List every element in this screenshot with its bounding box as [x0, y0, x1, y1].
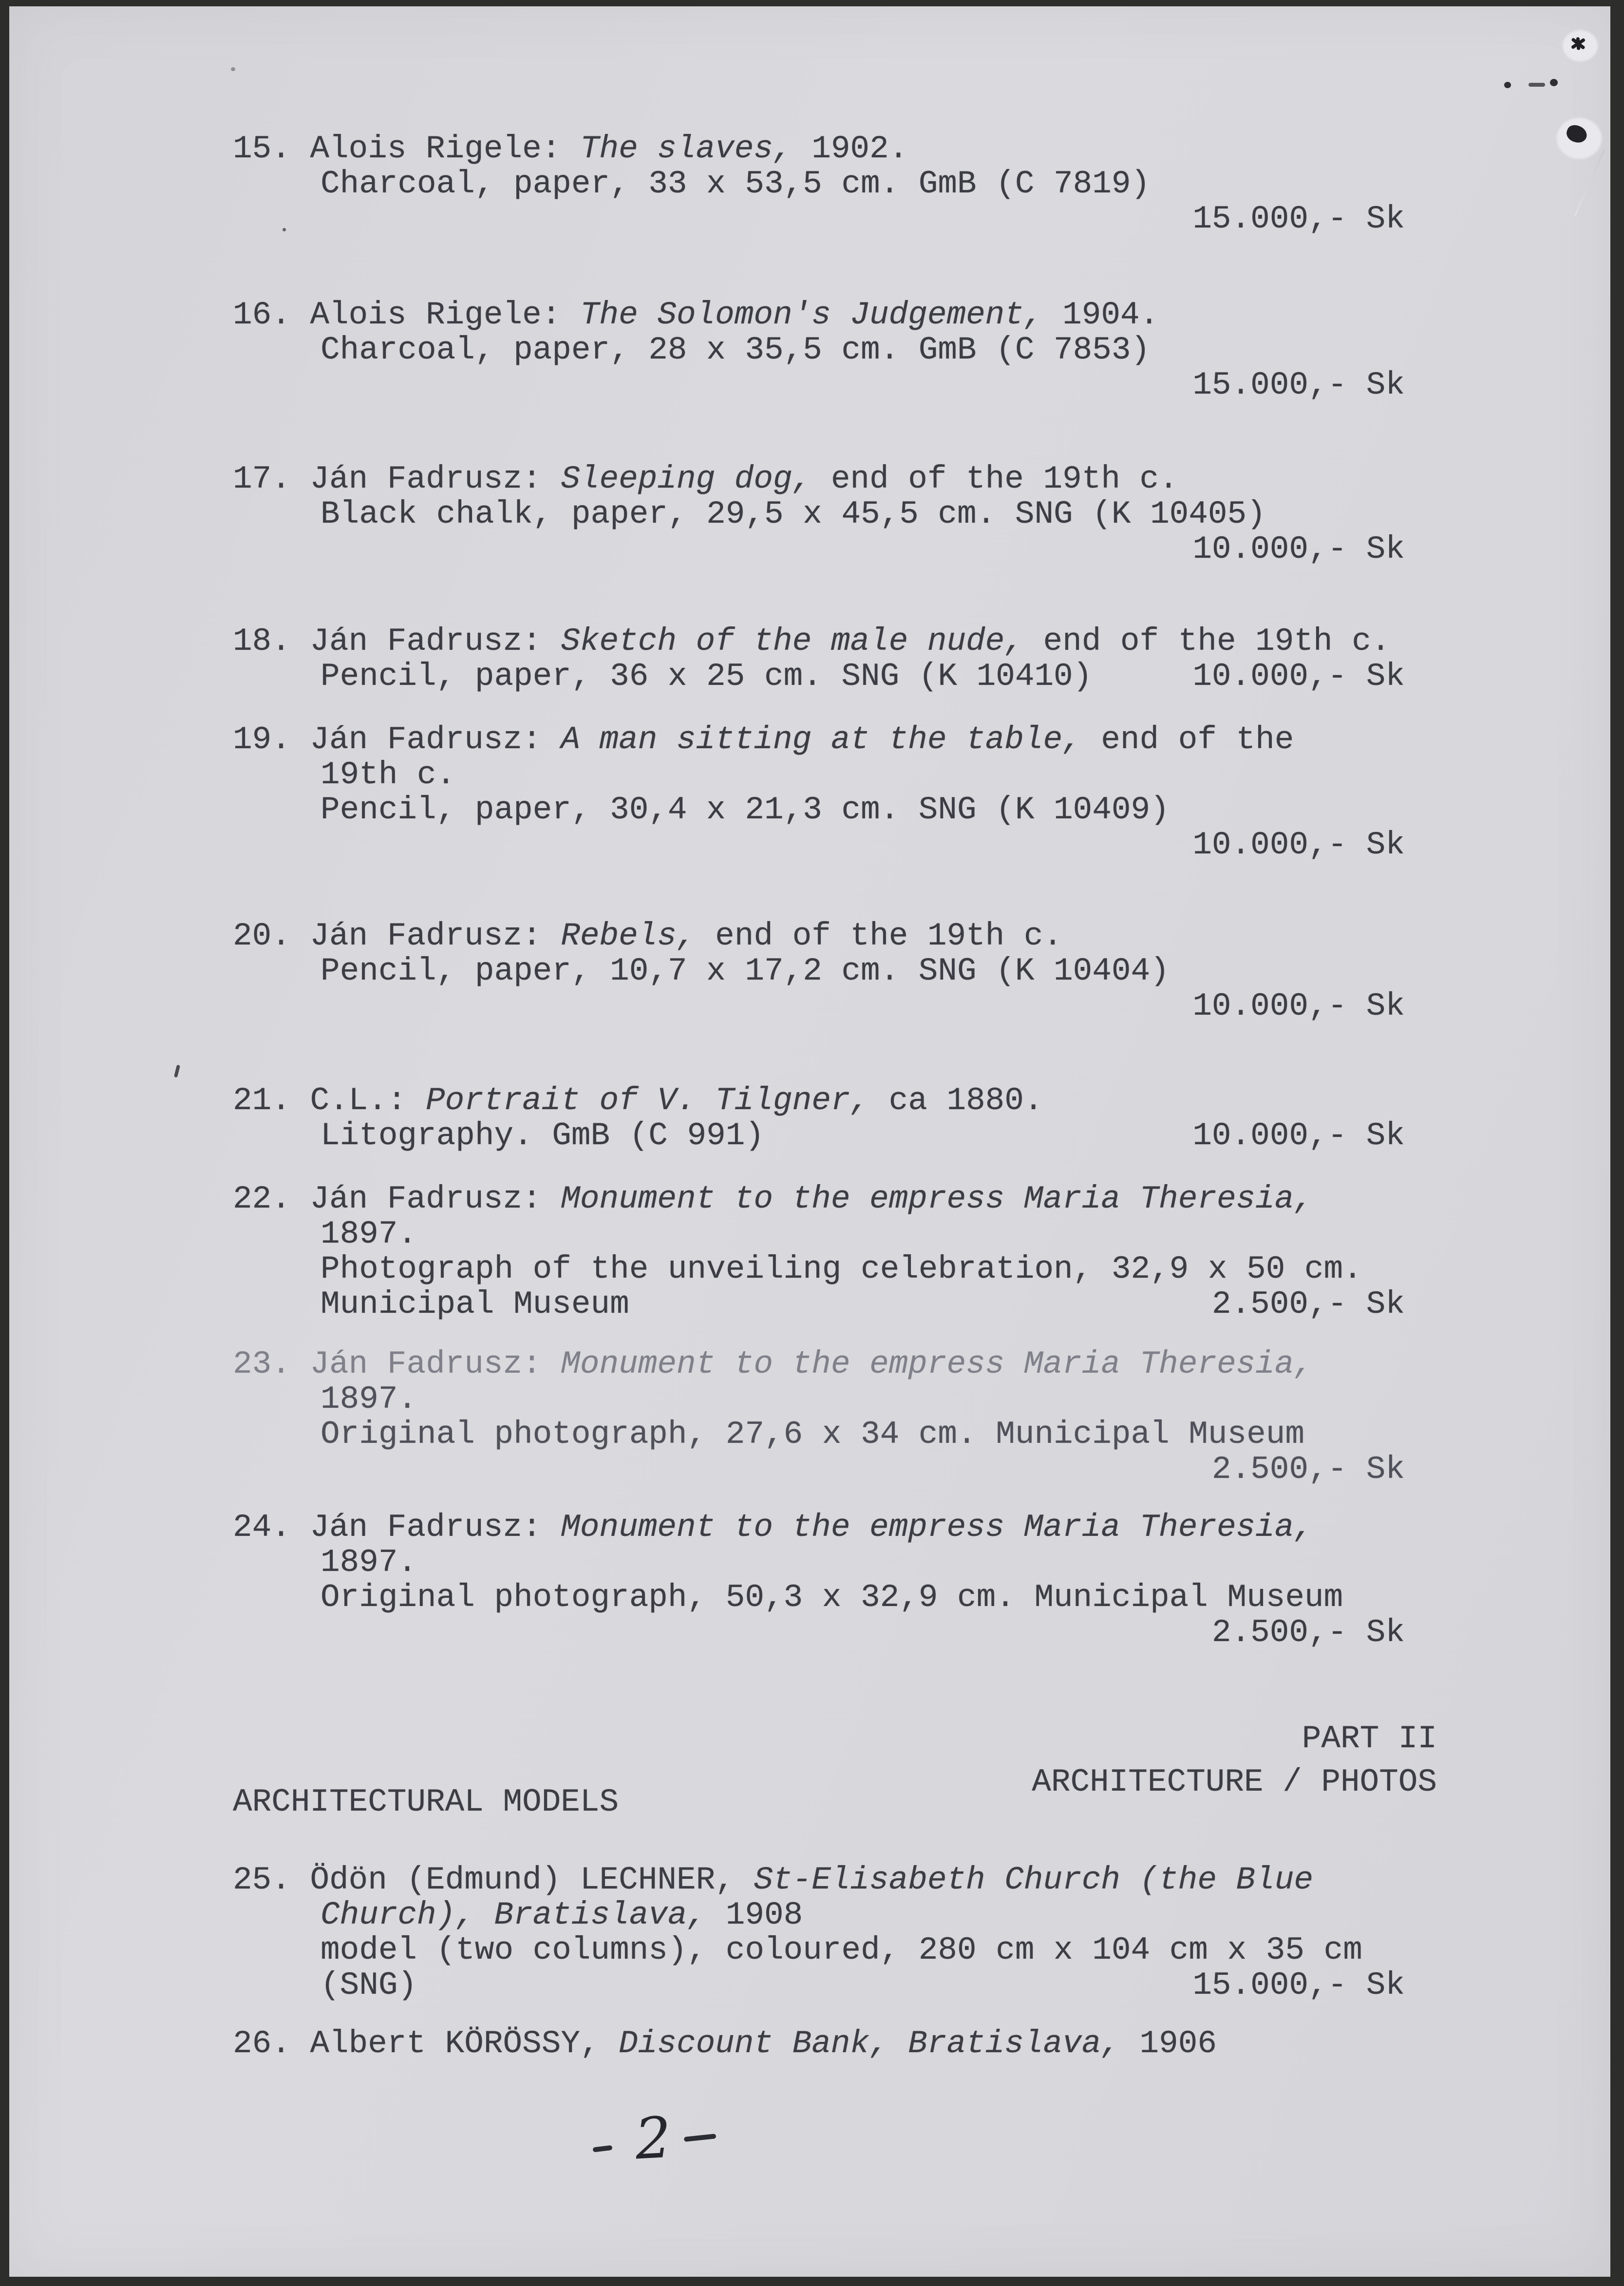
paper-speck: [231, 67, 235, 71]
entry-number: 24.: [233, 1509, 310, 1546]
price-line: 10.000,- Sk: [1192, 827, 1405, 863]
entry-line: 15. Alois Rigele: The slaves, 1902.: [233, 131, 908, 167]
entry-line: 17. Ján Fadrusz: Sleeping dog, end of the 19th c.: [233, 461, 1178, 497]
entry-line: 1897.: [321, 1216, 417, 1252]
entry-line: 23. Ján Fadrusz: Monument to the empress Maria Theresia,: [233, 1346, 1313, 1382]
entry-line: (SNG) 15.000,- Sk: [321, 1967, 1405, 2003]
paper-speck: [283, 228, 286, 231]
entry-number: 17.: [233, 461, 310, 497]
price-line: 2.500,- Sk: [1211, 1451, 1405, 1488]
price-line: 15.000,- Sk: [1192, 201, 1405, 237]
price-line: 15.000,- Sk: [1192, 367, 1405, 403]
entry-line: 24. Ján Fadrusz: Monument to the empress Maria Theresia,: [233, 1509, 1313, 1546]
entry-line: Church), Bratislava, 1908: [321, 1897, 803, 1933]
entry-number: 21.: [233, 1082, 310, 1119]
price-line: 10.000,- Sk: [1192, 531, 1405, 567]
entry-line: Pencil, paper, 30,4 x 21,3 cm. SNG (K 10409): [321, 792, 1170, 828]
entry-line: Photograph of the unveiling celebration, 32,9 x 50 cm.: [321, 1251, 1362, 1287]
price-label: 10.000,- Sk: [1192, 658, 1405, 695]
entry-number: 18.: [233, 623, 310, 660]
entry-line: Charcoal, paper, 33 x 53,5 cm. GmB (C 7819): [321, 166, 1151, 202]
entry-line: 1897.: [321, 1544, 417, 1581]
entry-line: 16. Alois Rigele: The Solomon's Judgement, 1904.: [233, 297, 1159, 333]
ink-dot-mark: [1550, 79, 1558, 86]
entry-number: 22.: [233, 1181, 310, 1217]
part-header-line2: ARCHITECTURE / PHOTOS: [1032, 1764, 1437, 1800]
entry-line: Original photograph, 27,6 x 34 cm. Municipal Museum: [321, 1416, 1304, 1453]
entry-line: 25. Ödön (Edmund) LECHNER, St-Elisabeth Church (the Blue: [233, 1862, 1313, 1898]
entry-line: 19. Ján Fadrusz: A man sitting at the table, end of the: [233, 721, 1294, 758]
entry-number: 23.: [233, 1346, 310, 1382]
entry-line: model (two columns), coloured, 280 cm x 104 cm x 35 cm: [321, 1932, 1362, 1968]
entry-line: 20. Ján Fadrusz: Rebels, end of the 19th c.: [233, 918, 1063, 954]
section-header: ARCHITECTURAL MODELS: [233, 1784, 619, 1820]
page-number-dash-left: [593, 2145, 613, 2153]
entry-line: 26. Albert KÖRÖSSY, Discount Bank, Bratislava, 1906: [233, 2025, 1217, 2062]
part-header-line1: PART II: [1302, 1720, 1437, 1757]
entry-number: 20.: [233, 918, 310, 954]
handwritten-page-number: [585, 2104, 735, 2180]
entry-line: Pencil, paper, 36 x 25 cm. SNG (K 10410) 10.000,- Sk: [321, 658, 1405, 695]
price-line: 2.500,- Sk: [1211, 1614, 1405, 1651]
entry-number: 16.: [233, 297, 310, 333]
entry-line: 22. Ján Fadrusz: Monument to the empress Maria Theresia,: [233, 1181, 1313, 1217]
page-number-digit: 2: [633, 2104, 673, 2173]
entry-number: 25.: [233, 1862, 310, 1898]
entry-number: 26.: [233, 2025, 310, 2062]
ink-dash-mark: [1529, 83, 1545, 87]
entry-line: Pencil, paper, 10,7 x 17,2 cm. SNG (K 10404): [321, 953, 1170, 989]
entry-number: 19.: [233, 721, 310, 758]
entry-line: 1897.: [321, 1381, 417, 1417]
entry-line: Municipal Museum 2.500,- Sk: [321, 1286, 1405, 1322]
entry-line: Charcoal, paper, 28 x 35,5 cm. GmB (C 7853): [321, 332, 1151, 368]
entry-line: 18. Ján Fadrusz: Sketch of the male nude, end of the 19th c.: [233, 623, 1391, 660]
staple-mark-icon: [1570, 36, 1586, 50]
entry-line: 21. C.L.: Portrait of V. Tilgner, ca 1880.: [233, 1082, 1043, 1119]
page-number-dash-right: [684, 2134, 717, 2142]
ink-dot-mark: [1504, 82, 1511, 88]
entry-line: Original photograph, 50,3 x 32,9 cm. Municipal Museum: [321, 1579, 1343, 1616]
entry-line: 19th c.: [321, 756, 456, 793]
entry-line: Litography. GmB (C 991) 10.000,- Sk: [321, 1117, 1405, 1154]
price-line: 10.000,- Sk: [1192, 988, 1405, 1024]
price-label: 15.000,- Sk: [1192, 1967, 1405, 2003]
entry-line: Black chalk, paper, 29,5 x 45,5 cm. SNG (K 10405): [321, 496, 1266, 532]
entry-number: 15.: [233, 131, 310, 167]
price-label: 2.500,- Sk: [1211, 1286, 1405, 1322]
price-label: 10.000,- Sk: [1192, 1117, 1405, 1154]
